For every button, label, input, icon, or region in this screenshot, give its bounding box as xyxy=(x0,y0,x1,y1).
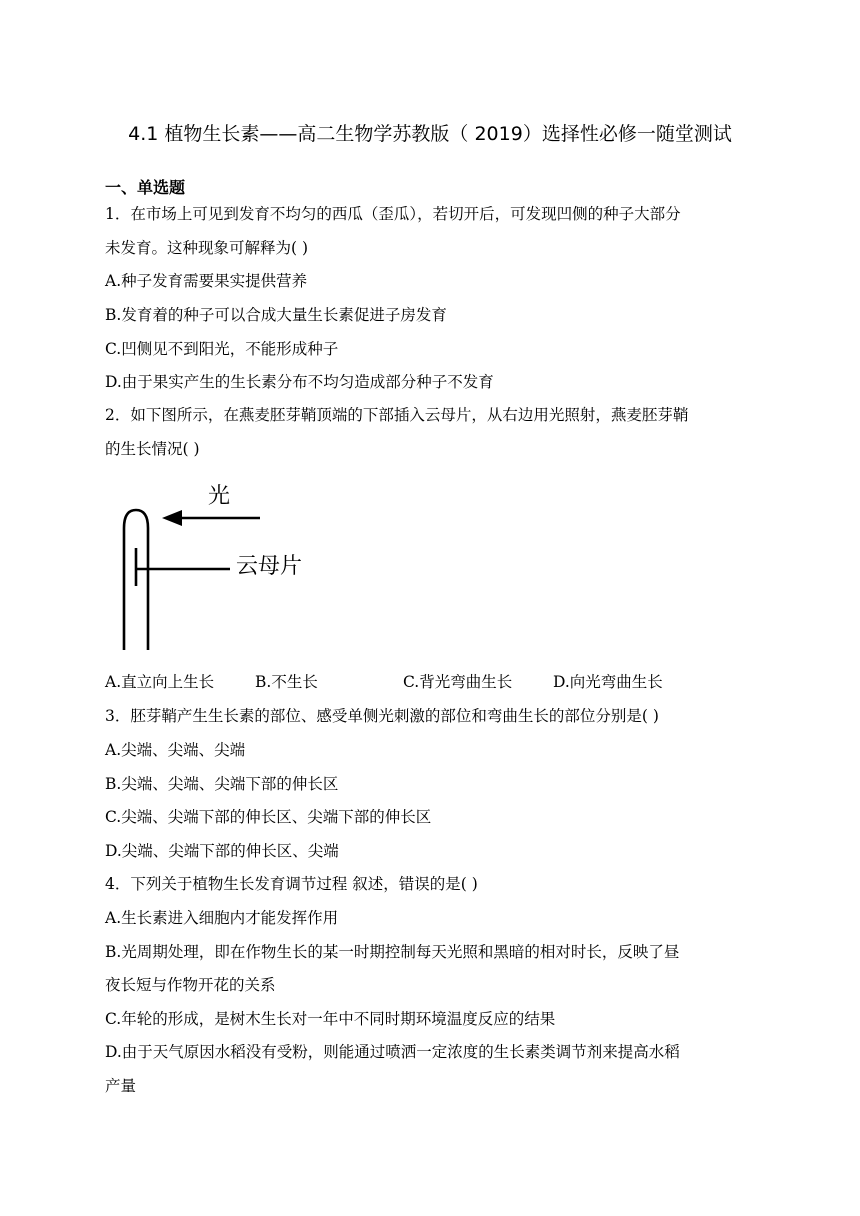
q4-stem: 4．下列关于植物生长发育调节过程 叙述，错误的是( ) xyxy=(105,875,478,893)
q1-option-c: C.凹侧见不到阳光，不能形成种子 xyxy=(105,340,339,358)
q3-option-b: B.尖端、尖端、尖端下部的伸长区 xyxy=(105,775,339,793)
q1-stem-line1: 1．在市场上可见到发育不均匀的西瓜（歪瓜），若切开后，可发现凹侧的种子大部分 xyxy=(105,205,681,223)
mica-label: 云母片 xyxy=(236,554,303,579)
q2-option-a: A.直立向上生长 xyxy=(105,673,215,691)
q2-option-c: C.背光弯曲生长 xyxy=(403,673,513,691)
q1-stem-line2: 未发育。这种现象可解释为( ) xyxy=(105,239,309,257)
light-label: 光 xyxy=(208,484,231,509)
q1-option-d: D.由于果实产生的生长素分布不均匀造成部分种子不发育 xyxy=(105,373,494,391)
q3-option-c: C.尖端、尖端下部的伸长区、尖端下部的伸长区 xyxy=(105,808,432,826)
q1-option-a: A.种子发育需要果实提供营养 xyxy=(105,272,308,290)
q2-stem-line1: 2．如下图所示，在燕麦胚芽鞘顶端的下部插入云母片，从右边用光照射，燕麦胚芽鞘 xyxy=(105,406,689,424)
document-title: 4.1 植物生长素——高二生物学苏教版（ 2019）选择性必修一随堂测试 xyxy=(128,123,732,145)
q3-stem: 3．胚芽鞘产生生长素的部位、感受单侧光刺激的部位和弯曲生长的部位分别是( ) xyxy=(105,707,659,725)
section-heading: 一、单选题 xyxy=(105,178,186,197)
q2-stem-line2: 的生长情况( ) xyxy=(105,440,200,458)
q2-option-d: D.向光弯曲生长 xyxy=(553,673,663,691)
q3-option-a: A.尖端、尖端、尖端 xyxy=(105,741,246,759)
q1-option-b: B.发育着的种子可以合成大量生长素促进子房发育 xyxy=(105,306,447,324)
q4-option-c: C.年轮的形成，是树木生长对一年中不同时期环境温度反应的结果 xyxy=(105,1010,556,1028)
q2-option-b: B.不生长 xyxy=(255,673,318,691)
q4-option-d-line2: 产量 xyxy=(105,1077,137,1095)
light-arrow-head xyxy=(162,510,182,526)
q4-option-b-line1: B.光周期处理，即在作物生长的某一时期控制每天光照和黑暗的相对时长，反映了昼 xyxy=(105,943,680,961)
q4-option-b-line2: 夜长短与作物开花的关系 xyxy=(105,976,276,994)
q3-option-d: D.尖端、尖端下部的伸长区、尖端 xyxy=(105,842,339,860)
coleoptile-diagram xyxy=(110,478,330,658)
q4-option-d-line1: D.由于天气原因水稻没有受粉，则能通过喷洒一定浓度的生长素类调节剂来提高水稻 xyxy=(105,1043,680,1061)
q4-option-a: A.生长素进入细胞内才能发挥作用 xyxy=(105,909,339,927)
